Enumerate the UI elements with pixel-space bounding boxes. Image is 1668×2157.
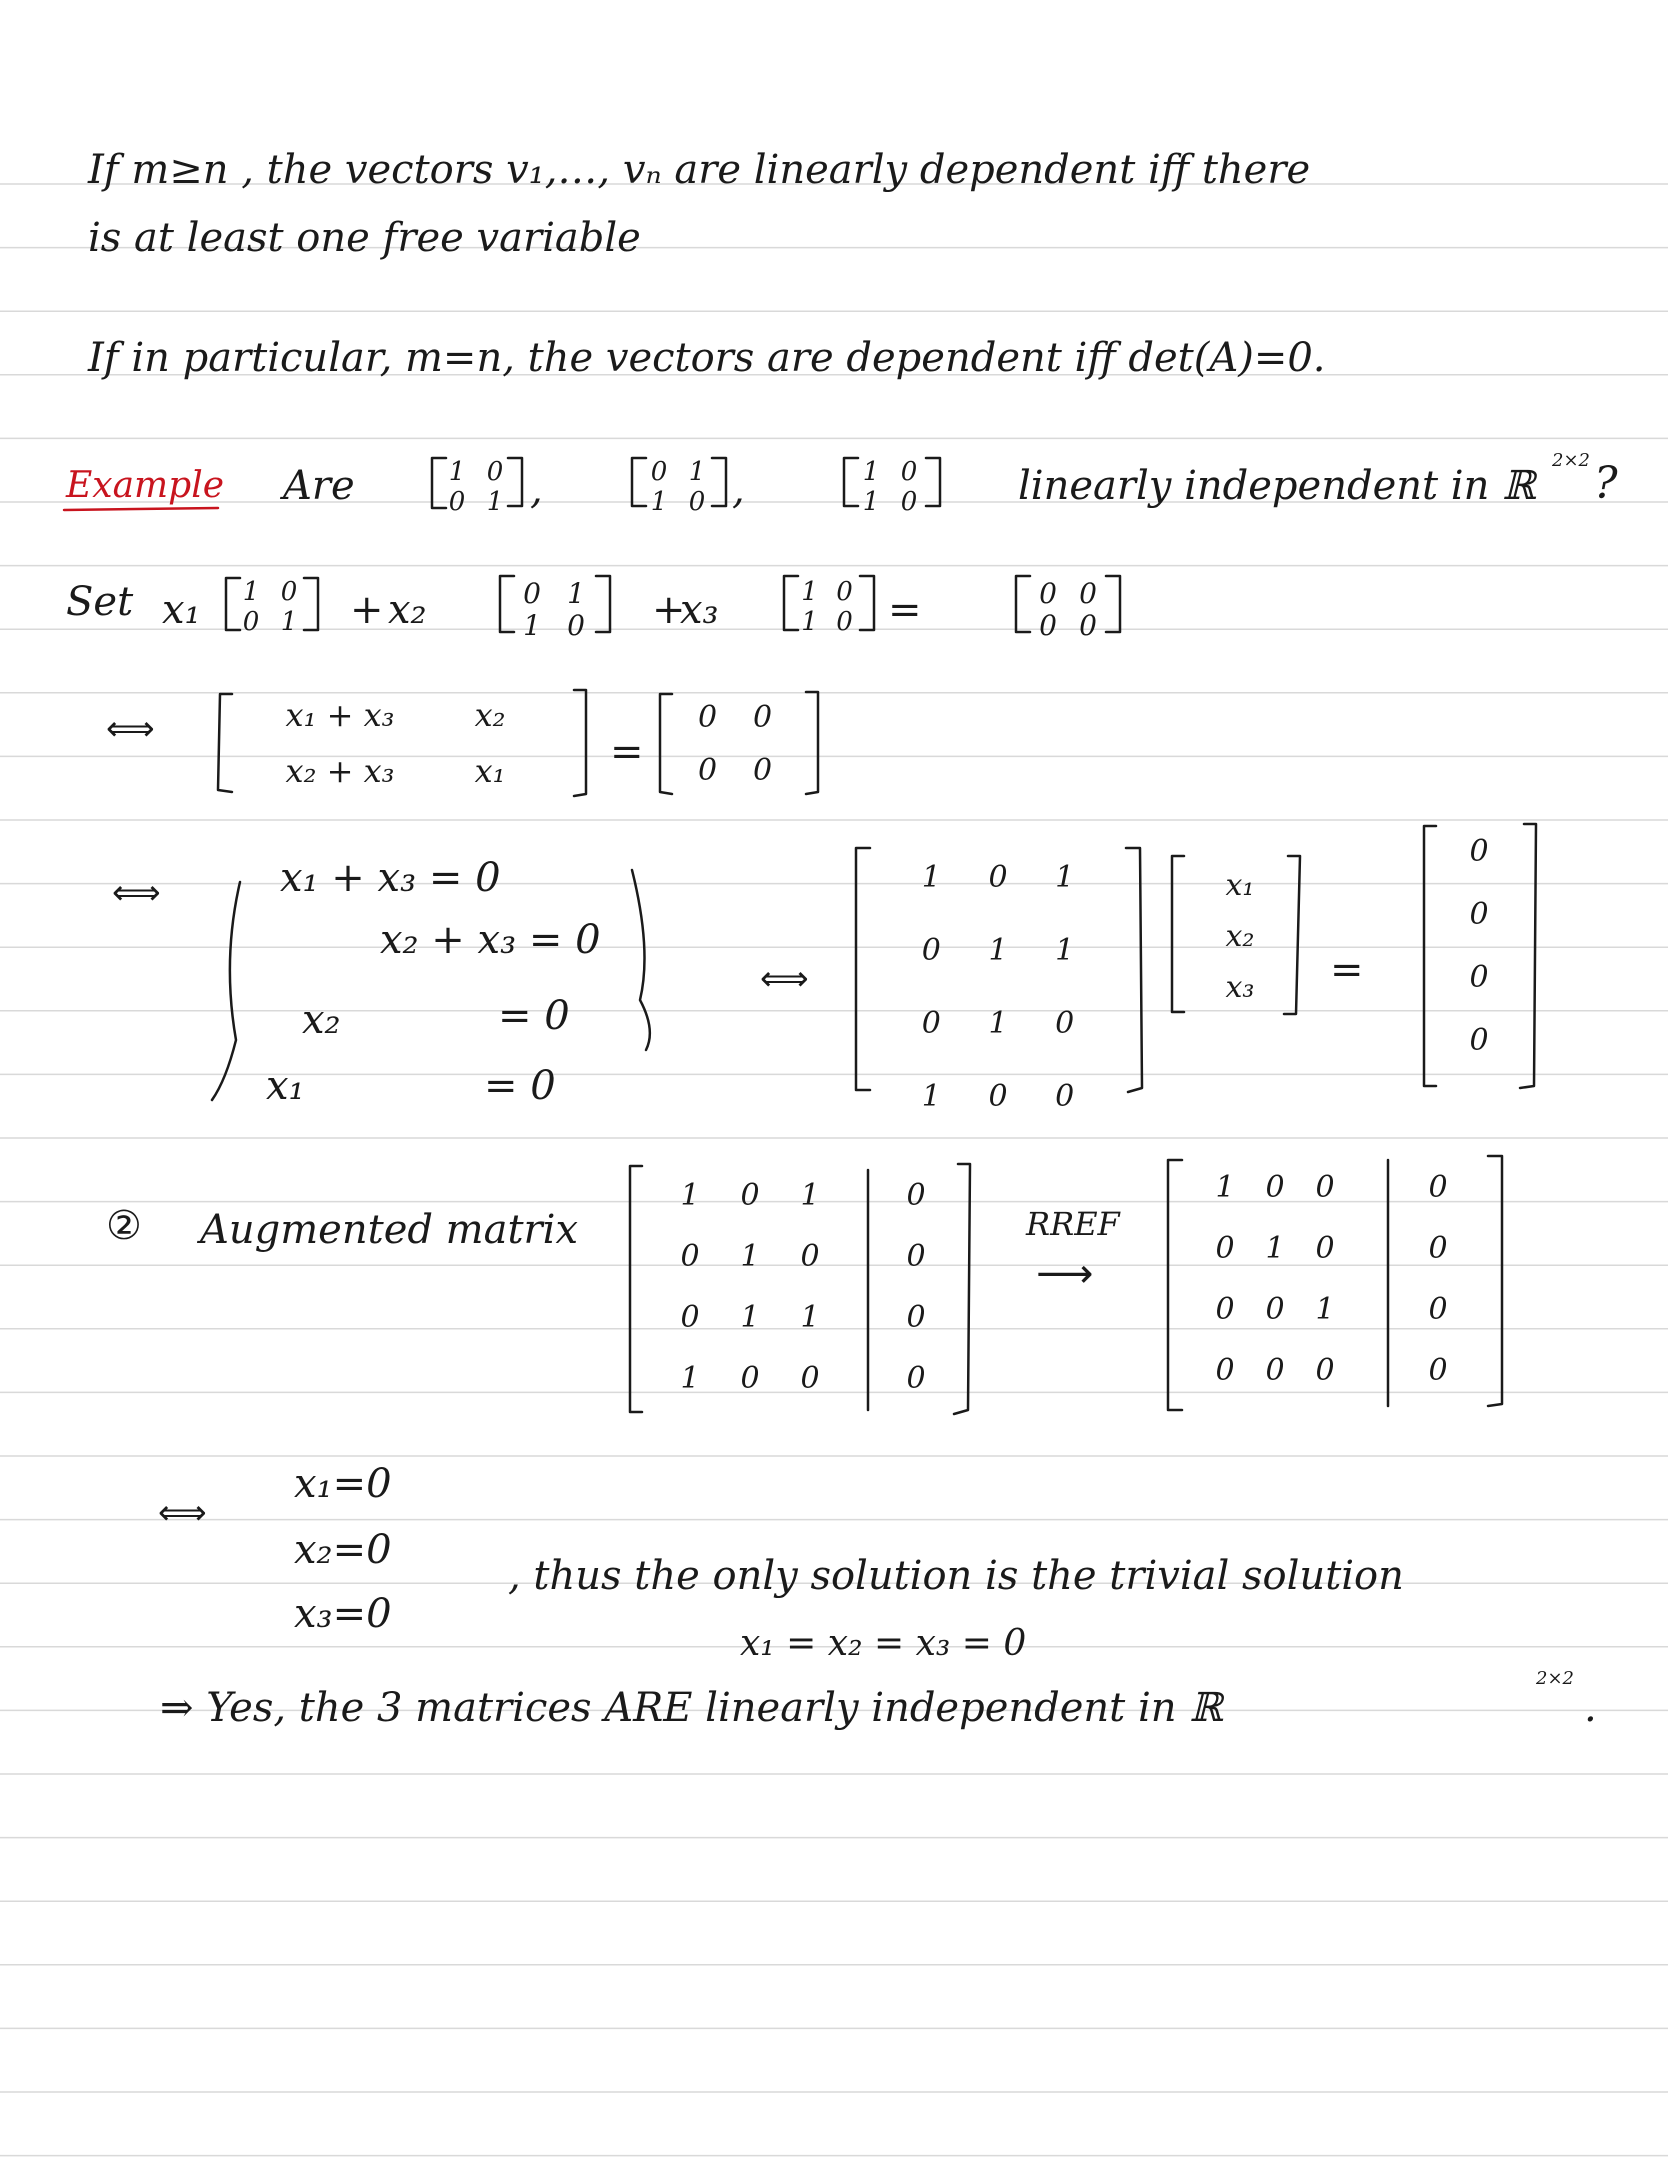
equation-2: x₂ + x₃ = 0 [380,917,601,963]
example-matrix-3: 1 0 1 0 [862,457,918,517]
theorem-line-2: is at least one free variable [88,215,641,261]
example-matrix-2: 0 1 1 0 [650,457,706,517]
iff-symbol: ⟺ [106,709,155,749]
trivial-solution: x₁ = x₂ = x₃ = 0 [740,1623,1027,1664]
example-underline [64,508,218,510]
equation-4-left: x₁ [266,1063,305,1109]
theorem-line-1: If m≥n , the vectors v₁,…, vₙ are linearly dependent iff there [88,147,1311,193]
set-matrix-2: 0 1 1 0 [523,577,585,643]
set-matrix-1: 1 0 0 1 [242,577,298,637]
arrow-icon: ⟶ [1036,1251,1094,1297]
combined-matrix: x₁ + x₃ x₂ x₂ + x₃ x₁ [285,696,506,790]
example-label: Example [66,465,225,506]
iff-symbol: ⟺ [112,873,161,913]
iff-symbol: ⟺ [760,959,809,999]
iff-symbol: ⟺ [158,1493,207,1533]
comma: , [732,467,745,513]
equals-sign: = [610,729,644,775]
theorem-line-3: If in particular, m=n, the vectors are dependent iff det(A)=0. [88,335,1326,381]
thus-line: , thus the only solution is the trivial solution [508,1553,1404,1599]
coefficient-matrix: 1 0 1 0 1 1 0 1 0 1 0 0 [921,860,1075,1114]
set-zero-matrix: 0 0 0 0 [1039,577,1097,643]
example-sup: 2×2 [1552,450,1590,471]
example-matrix-1: 1 0 0 1 [448,457,504,517]
augmented-right: 0 0 0 0 [906,1178,926,1396]
plus-sign: + [652,587,686,633]
step-number-icon: ② [106,1203,142,1249]
rref-label: RREF [1026,1205,1120,1243]
equals-sign: = [1330,947,1364,993]
set-matrix-3: 1 0 1 0 [801,577,853,637]
solution-x3: x₃=0 [294,1591,392,1637]
conclusion-sup: 2×2 [1536,1668,1574,1689]
equals-sign: = [888,587,922,633]
x1-label: x₁ [162,587,201,633]
solution-x2: x₂=0 [294,1527,392,1573]
unknowns-vector: x₁ x₂ x₃ [1225,868,1255,1005]
set-word: Set [66,579,134,625]
solution-x1: x₁=0 [294,1461,392,1507]
conclusion-end: . [1584,1685,1597,1731]
zero-vector: 0 0 0 0 [1469,834,1489,1058]
x3-label: x₃ [680,587,719,633]
example-are: Are [283,463,355,509]
equation-1: x₁ + x₃ = 0 [280,855,501,901]
equation-3-left: x₂ [302,997,341,1043]
augmented-left: 1 0 1 0 1 0 0 1 1 1 0 0 [680,1178,820,1396]
equation-4-right: = 0 [484,1063,556,1109]
conclusion-line: ⇒ Yes, the 3 matrices ARE linearly independent in ℝ [160,1685,1223,1731]
example-question: ? [1594,458,1618,509]
rref-right: 0 0 0 0 [1428,1170,1448,1388]
example-tail: linearly independent in ℝ [1018,463,1536,509]
plus-sign: + [350,587,384,633]
augmented-label: Augmented matrix [200,1207,579,1253]
equation-3-right: = 0 [498,993,570,1039]
comma: , [530,467,543,513]
rref-left: 1 0 0 0 1 0 0 0 1 0 0 0 [1215,1170,1335,1388]
zero-matrix-2x2: 0 0 0 0 [697,700,773,788]
x2-label: x₂ [388,587,427,633]
